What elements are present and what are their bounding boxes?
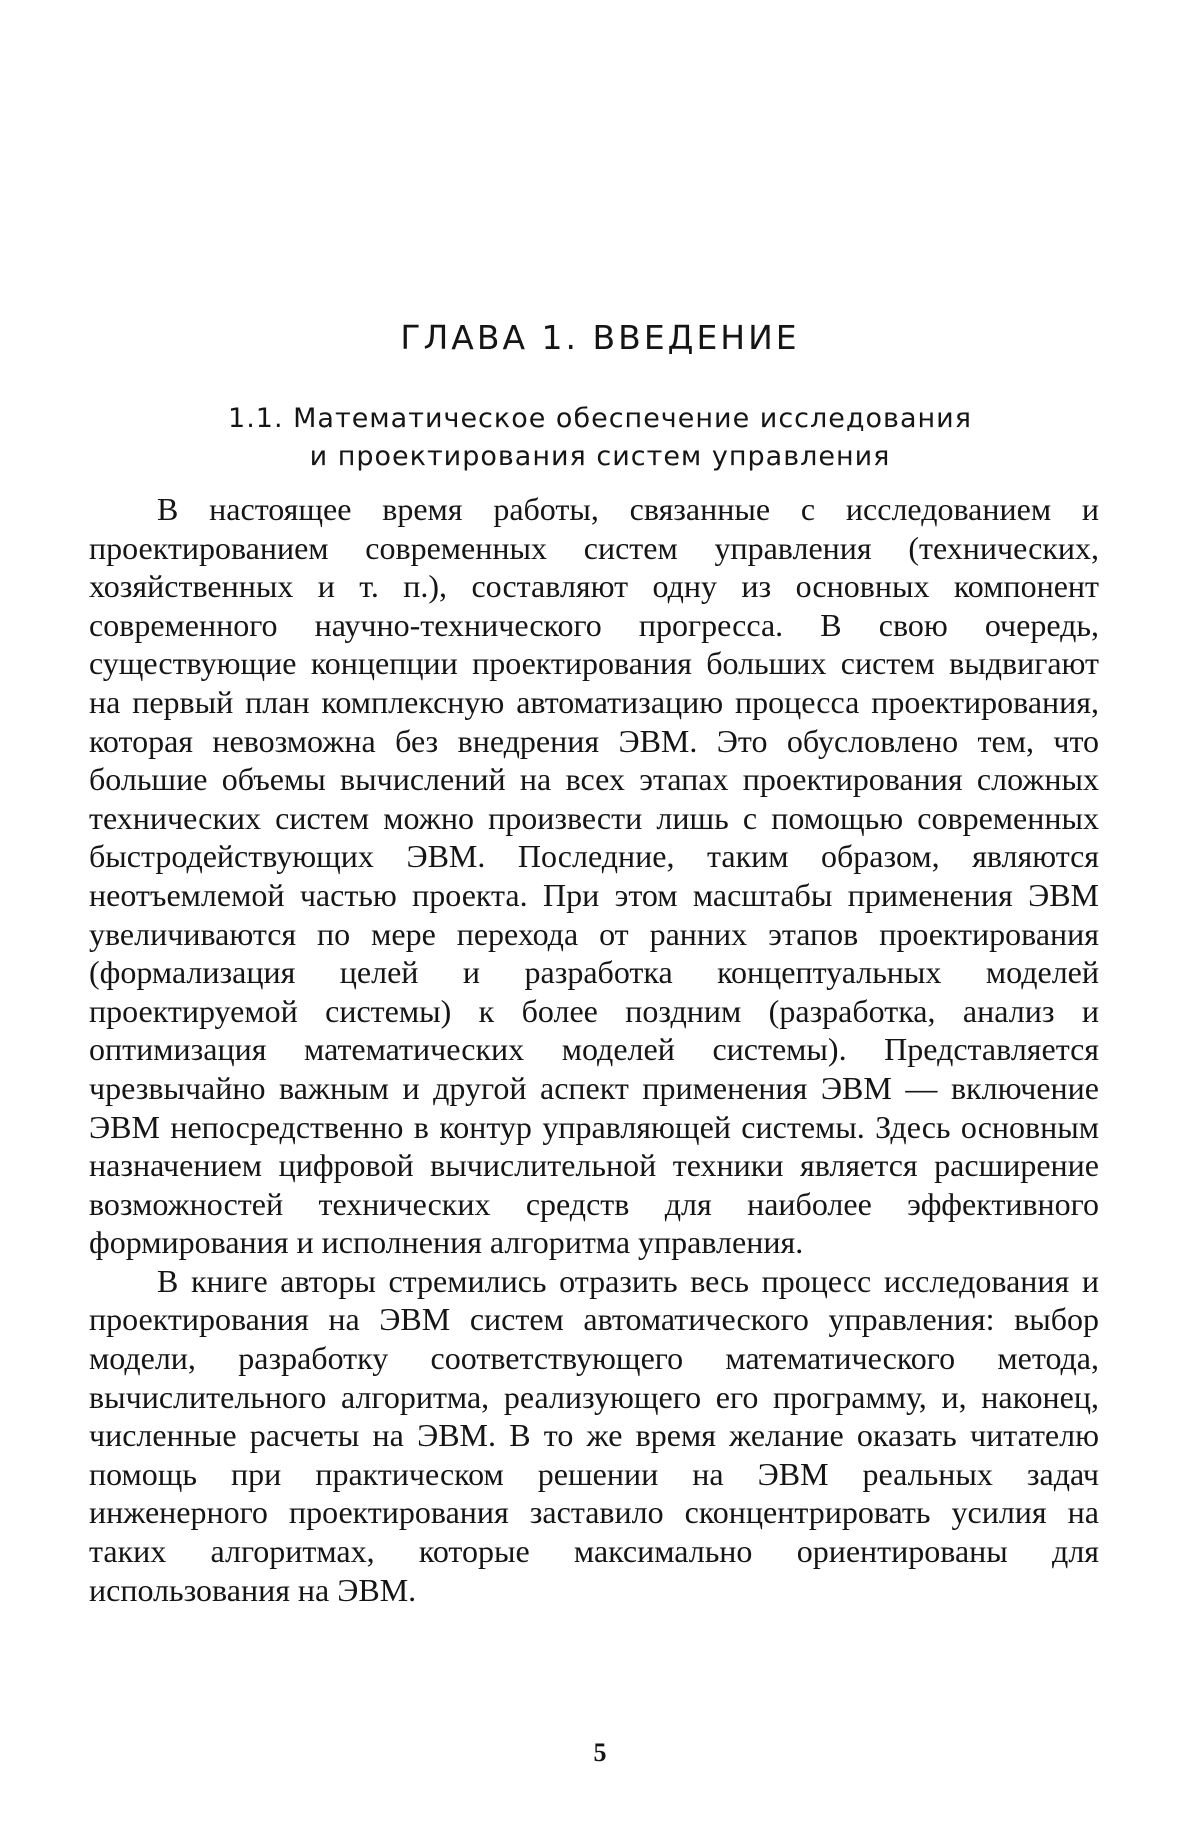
chapter-title: ГЛАВА 1. ВВЕДЕНИЕ [400, 318, 800, 357]
page-number: 5 [593, 1738, 607, 1767]
paragraph-2: В книге авторы стремились отразить весь процесс исследования и проектирования на ЭВМ систем автоматического управления: выбор модели, разработку соответствующего математического метода, вычислительного алгоритма, реализующего его программу, и, наконец, численные расчеты на ЭВМ. В то же время желание оказать читателю помощь при практическом решении на ЭВМ реальных задач инженерного проектирования заставило сконцентрировать усилия на таких алгоритмах, которые максимально ориентированы для использования на ЭВМ. [89, 1262, 1099, 1608]
section-title-line-1: 1.1. Математическое обеспечение исследования [228, 403, 972, 434]
section-title [0, 400, 1200, 476]
body-text [89, 490, 1099, 1609]
section-title-line-2: и проектирования систем управления [309, 441, 891, 472]
paragraph-1: В настоящее время работы, связанные с исследованием и проектированием современных систем управления (технических, хозяйственных и т. п.), составляют одну из основных компонент современного научно-технического прогресса. В свою очередь, существующие концепции проектирования больших систем выдвигают на первый план комплексную автоматизацию процесса проектирования, которая невозможна без внедрения ЭВМ. Это обусловлено тем, что большие объемы вычислений на всех этапах проектирования сложных технических систем можно произвести лишь с помощью современных быстродействующих ЭВМ. Последние, таким образом, являются неотъемлемой частью проекта. При этом масштабы применения ЭВМ увеличиваются по мере перехода от ранних этапов проектирования (формализация целей и разработка концептуальных моделей проектируемой системы) к более поздним (разработка, анализ и оптимизация математических моделей системы). Представляется чрезвычайно важным и другой аспект применения ЭВМ — включение ЭВМ непосредственно в контур управляющей системы. Здесь основным назначением цифровой вычислительной техники является расширение возможностей технических средств для наиболее эффективного формирования и исполнения алгоритма управления. [89, 491, 1099, 1261]
